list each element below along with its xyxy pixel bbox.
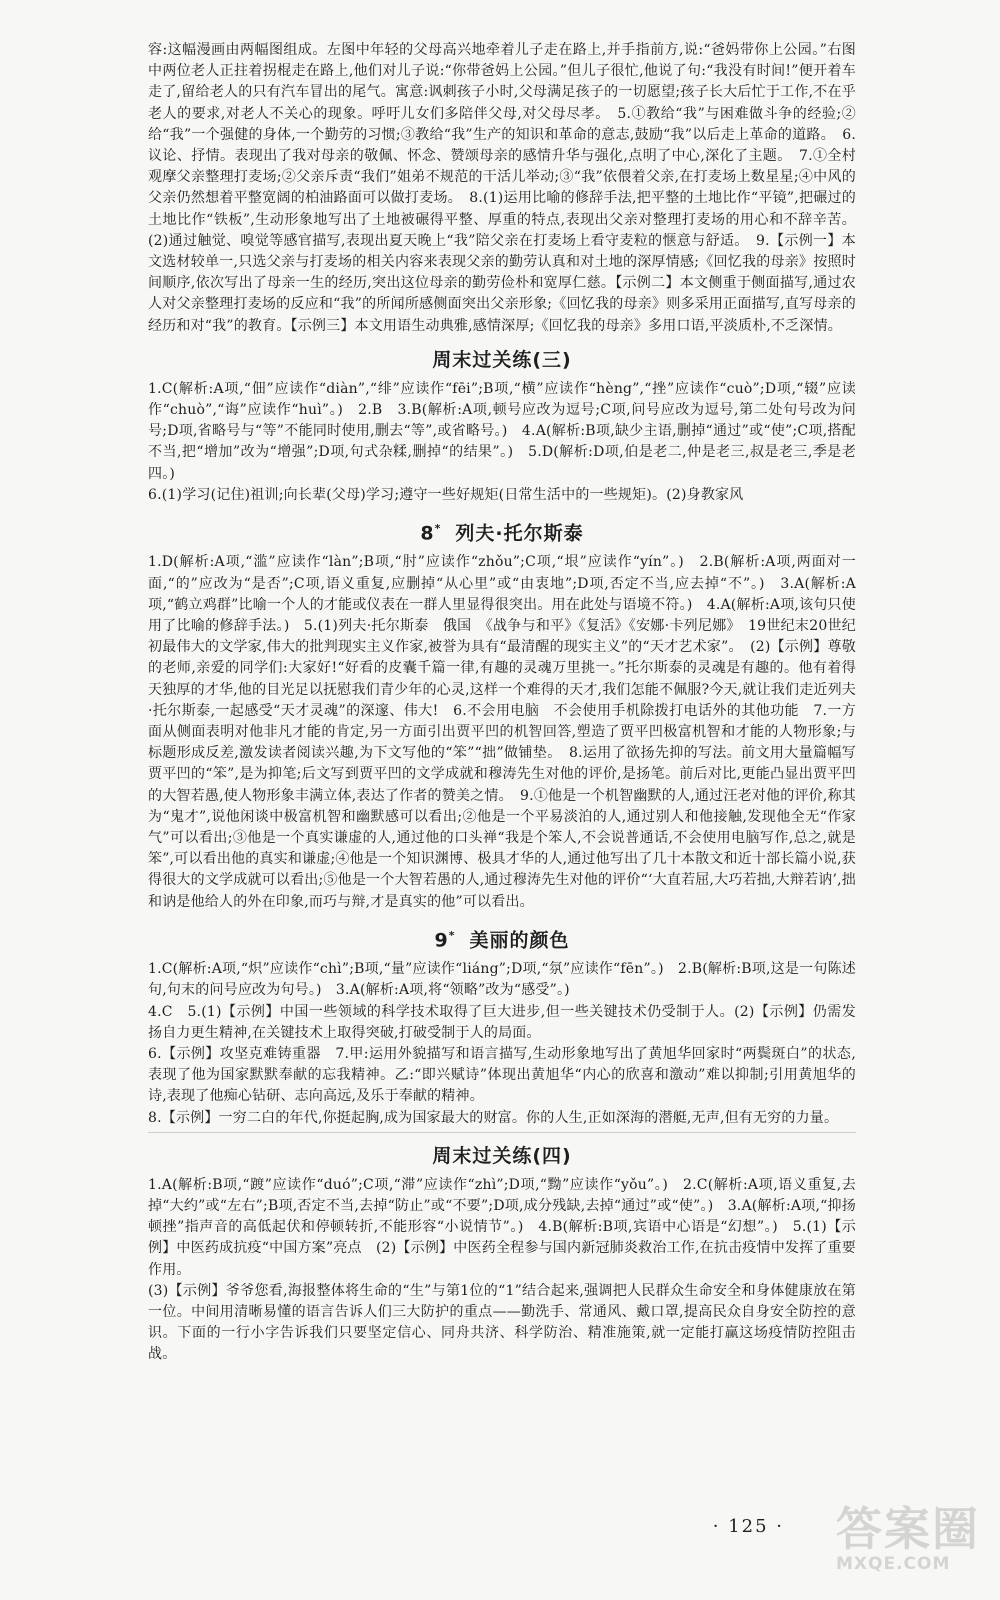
watermark-en: MXQE.COM <box>836 1554 951 1574</box>
lesson-8-title: 列夫·托尔斯泰 <box>455 522 584 545</box>
section-title-zhoumo4: 周末过关练(四) <box>432 1144 572 1167</box>
zhoumo3-answers-1: 1.C(解析:A项,“佃”应读作“diàn”,“绯”应读作“fēi”;B项,“横”应读作“hèng”,“挫”应读作“cuò”;D项,“辍”应读作“chuò”,“诲”应读作“huì”。) 2.B 3.B(解析:A项,顿号应改为逗号;C项,问号应改为逗号,第二处句号改为问号;D项,省略号与“等”不能同时使用,删去“等”,或省略号。) 4.A(解析:B项,缺少主语,删掉“通过”或“使”;C项,搭配不当,把“增加”改为“增强”;D项,句式杂糅,删掉“的结果”。) 5.D(解析:D项,伯是老二,仲是老三,叔是老三,季是老四。) <box>148 380 856 482</box>
section-title-lesson-8 <box>148 516 856 546</box>
page-number: · 125 · <box>712 1516 784 1537</box>
lesson-8-number: 8 <box>420 522 435 545</box>
lesson-9-answers-2: 4.C 5.(1)【示例】中国一些领域的科学技术取得了巨大进步,但一些关键技术仍受制于人。(2)【示例】仍需发扬自力更生精神,在关键技术上取得突破,打破受制于人的局面。 <box>148 1003 856 1041</box>
lesson-9-answers-1: 1.C(解析:A项,“炽”应读作“chì”;B项,“量”应读作“liáng”;D项,“氛”应读作“fēn”。) 2.B(解析:B项,这是一句陈述句,句末的问号应改为句号。) 3.A(解析:A项,将“领略”改为“感受”。) <box>148 961 856 999</box>
lesson-8-mark: * <box>434 522 442 536</box>
lesson-9-answers-3: 6.【示例】攻坚克难铸重器 7.甲:运用外貌描写和语言描写,生动形象地写出了黄旭华回家时“两鬓斑白”的状态,表现了他为国家默默奉献的忘我精神。乙:“即兴赋诗”体现出黄旭华“内心的欣喜和激动”难以抑制;引用黄旭华的诗,表现了他痴心钻研、志向高远,及乐于奉献的精神。 <box>148 1045 856 1105</box>
section-divider <box>148 1132 856 1133</box>
section-title-lesson-9 <box>148 923 856 953</box>
zhoumo3-answers-2: 6.(1)学习(记住)祖训;向长辈(父母)学习;遵守一些好规矩(日常生活中的一些规矩)。(2)身教家风 <box>148 486 744 503</box>
top-answer-paragraph: 容:这幅漫画由两幅图组成。左图中年轻的父母高兴地牵着儿子走在路上,并手指前方,说:“爸妈带你上公园。”右图中两位老人正拄着拐棍走在路上,他们对儿子说:“你带爸妈上公园。”但儿子很忙,他说了句:“我没有时间!”便开着车走了,留给老人的只有汽车冒出的尾气。寓意:讽刺孩子小时,父母满足孩子的一切愿望;孩子长大后忙于工作,不在乎老人的要求,对老人不关心的现象。呼吁儿女们多陪伴父母,对父母尽孝。 5.①教给“我”与困难做斗争的经验;②给“我”一个强健的身体,一个勤劳的习惯;③教给“我”生产的知识和革命的意志,鼓励“我”以后走上革命的道路。 6.议论、抒情。表现出了我对母亲的敬佩、怀念、赞颂母亲的感情升华与强化,点明了中心,深化了主题。 7.①全村观摩父亲整理打麦场;②父亲斥责“我们”姐弟不规范的干活儿举动;③“我”依偎着父亲,在打麦场上数星星;④中风的父亲仍然想着平整宽阔的柏油路面可以做打麦场。 8.(1)运用比喻的修辞手法,把平整的土地比作“平镜”,把碾过的土地比作“铁板”,生动形象地写出了土地被碾得平整、厚重的特点,表现出父亲对整理打麦场的用心和不辞辛苦。(2)通过触觉、嗅觉等感官描写,表现出夏天晚上“我”陪父亲在打麦场上看守麦粒的惬意与舒适。 9.【示例一】本文选材较单一,只选父亲与打麦场的相关内容来表现父亲的勤劳认真和对土地的深厚情感;《回忆我的母亲》按照时间顺序,依次写出了母亲一生的经历,突出这位母亲的勤劳俭朴和宽厚仁慈。【示例二】本文侧重于侧面描写,通过农人对父亲整理打麦场的反应和“我”的所闻所感侧面突出父亲形象;《回忆我的母亲》则多采用正面描写,直写母亲的经历和对“我”的教育。【示例三】本文用语生动典雅,感情深厚;《回忆我的母亲》多用口语,平淡质朴,不乏深情。 <box>148 42 856 334</box>
lesson-9-answers-4: 8.【示例】一穷二白的年代,你挺起胸,成为国家最大的财富。你的人生,正如深海的潜艇,无声,但有无穷的力量。 <box>148 1109 839 1126</box>
lesson-8-answers: 1.D(解析:A项,“滥”应读作“làn”;B项,“肘”应读作“zhǒu”;C项,“垠”应读作“yín”。) 2.B(解析:A项,两面对一面,“的”应改为“是否”;C项,语义重复,应删掉“从心里”或“由衷地”;D项,否定不当,应去掉“不”。) 3.A(解析:A项,“鹤立鸡群”比喻一个人的才能或仪表在一群人里显得很突出。用在此处与语境不符。) 4.A(解析:A项,该句只使用了比喻的修辞手法。) 5.(1)列夫·托尔斯泰 俄国 《战争与和平》《复活》《安娜·卡列尼娜》 19世纪末20世纪初最伟大的文学家,伟大的批判现实主义作家,被誉为具有“最清醒的现实主义”的“天才艺术家”。 (2)【示例】尊敬的老师,亲爱的同学们:大家好!“好看的皮囊千篇一律,有趣的灵魂万里挑一。”托尔斯泰的灵魂是有趣的。他有着得天独厚的才华,他的目光足以抚慰我们青少年的心灵,这样一个难得的天才,我们怎能不佩服?今天,就让我们走近列夫·托尔斯泰,一起感受“天才灵魂”的深邃、伟大! 6.不会用电脑 不会使用手机除拨打电话外的其他功能 7.一方面从侧面表明对他非凡才能的肯定,另一方面引出贾平凹的机智回答,塑造了贾平凹极富机智和才能的人物形象;与标题形成反差,激发读者阅读兴趣,为下文写他的“笨”“拙”做铺垫。 8.运用了欲扬先抑的写法。前文用大量篇幅写贾平凹的“笨”,是为抑笔;后文写到贾平凹的文学成就和穆涛先生对他的评价,是扬笔。前后对比,更能凸显出贾平凹的大智若愚,使人物形象丰满立体,表达了作者的赞美之情。 9.①他是一个机智幽默的人,通过汪老对他的评价,称其为“鬼才”,说他闲谈中极富机智和幽默感可以看出;②他是一个平易淡泊的人,通过别人和他接触,发现他全无“作家气”可以看出;③他是一个真实谦虚的人,通过他的口头禅“我是个笨人,不会说普通话,不会使用电脑写作,总之,就是笨”,可以看出他的真实和谦虚;④他是一个知识渊博、极具才华的人,通过他写出了几十本散文和近十部长篇小说,获得很大的文学成就可以看出;⑤他是一个大智若愚的人,通过穆涛先生对他的评价“‘大直若屈,大巧若拙,大辩若讷’,拙和讷是他给人的外在印象,而巧与辩,才是真实的他”可以看出。 <box>148 554 856 910</box>
watermark-cn: 答案圈 <box>836 1502 980 1556</box>
lesson-9-mark: * <box>448 928 456 942</box>
zhoumo4-answers-1: 1.A(解析:B项,“踱”应读作“duó”;C项,“滞”应读作“zhì”;D项,“黝”应读作“yǒu”。) 2.C(解析:A项,语义重复,去掉“大约”或“左右”;B项,否定不当,去掉“防止”或“不要”;D项,成分残缺,去掉“通过”或“使”。) 3.A(解析:A项,“抑扬顿挫”指声音的高低起伏和停顿转折,不能形容“小说情节”。) 4.B(解析:B项,宾语中心语是“幻想”。) 5.(1)【示例】中医药成抗疫“中国方案”亮点 (2)【示例】中医药全程参与国内新冠肺炎救治工作,在抗击疫情中发挥了重要作用。 <box>148 1176 856 1278</box>
answer-page <box>148 40 856 1366</box>
zhoumo4-answers-2: (3)【示例】爷爷您看,海报整体将生命的“生”与第1位的“1”结合起来,强调把人民群众生命安全和身体健康放在第一位。中间用清晰易懂的语言告诉人们三大防护的重点——勤洗手、常通风、戴口罩,提高民众自身安全防控的意识。下面的一行小字告诉我们只要坚定信心、同舟共济、科学防治、精准施策,就一定能打赢这场疫情防控阻击战。 <box>148 1282 856 1363</box>
watermark-logo <box>836 1504 982 1574</box>
lesson-9-number: 9 <box>434 929 449 952</box>
lesson-9-title: 美丽的颜色 <box>469 929 570 952</box>
section-title-zhoumo3: 周末过关练(三) <box>432 348 572 371</box>
